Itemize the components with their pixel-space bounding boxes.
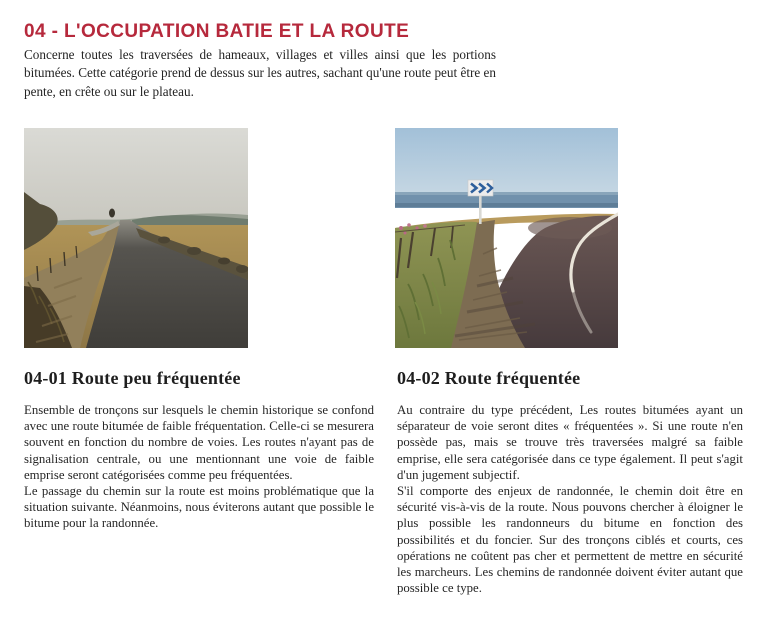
photo-route-frequentee bbox=[395, 128, 618, 348]
section-04-01 bbox=[24, 368, 374, 532]
coastal-road-illustration bbox=[395, 128, 618, 348]
section-04-02 bbox=[397, 368, 743, 596]
section-paragraph: S'il comporte des enjeux de randonnée, le chemin doit être en sécurité vis-à-vis de la route. Nous pouvons chercher à éloigner le plus possible les randonneurs du bitume en fonction des possibilités et du foncier. Sur des tronçons ciblés et courts, ces opérations ne coûtent pas cher et permettent de mettre en sécurité les marcheurs. Les chemins de randonnée doivent éviter autant que possible ce type. bbox=[397, 484, 743, 596]
intro-paragraph: Concerne toutes les traversées de hameaux, villages et villes ainsi que les portions bitumées. Cette catégorie prend de dessus sur les autres, sachant qu'une route peut être en pente, en crête ou sur le plateau. bbox=[24, 47, 496, 99]
section-paragraph: Au contraire du type précédent, Les routes bitumées ayant un séparateur de voie seront dites « fréquentées ». Si une route n'en possède pas, mais se trouve très traversées malgré sa faible emprise, elle sera catégorisée dans ce type également. Il peut s'agit d'un jugement subjectif. bbox=[397, 403, 743, 482]
moorland-road-illustration bbox=[24, 128, 248, 348]
section-heading-04-02: 04-02 Route fréquentée bbox=[397, 368, 581, 388]
section-paragraph: Ensemble de tronçons sur lesquels le chemin historique se confond avec une route bitumée de faible fréquentation. Celle-ci se mesurera souvent en fonction du nombre de voies. Les routes n'ayant pas de signalisation centrale, ou une mentionnant une voie de faible emprise seront catégorisées comme peu fréquentées. bbox=[24, 403, 374, 482]
page-title: 04 - L'OCCUPATION BATIE ET LA ROUTE bbox=[24, 21, 410, 42]
section-heading-04-01: 04-01 Route peu fréquentée bbox=[24, 368, 241, 388]
section-paragraph: Le passage du chemin sur la route est moins problématique que la situation suivante. Néanmoins, nous éviterons autant que possible le bitume pour la randonnée. bbox=[24, 484, 374, 531]
photo-route-peu-frequentee bbox=[24, 128, 248, 348]
